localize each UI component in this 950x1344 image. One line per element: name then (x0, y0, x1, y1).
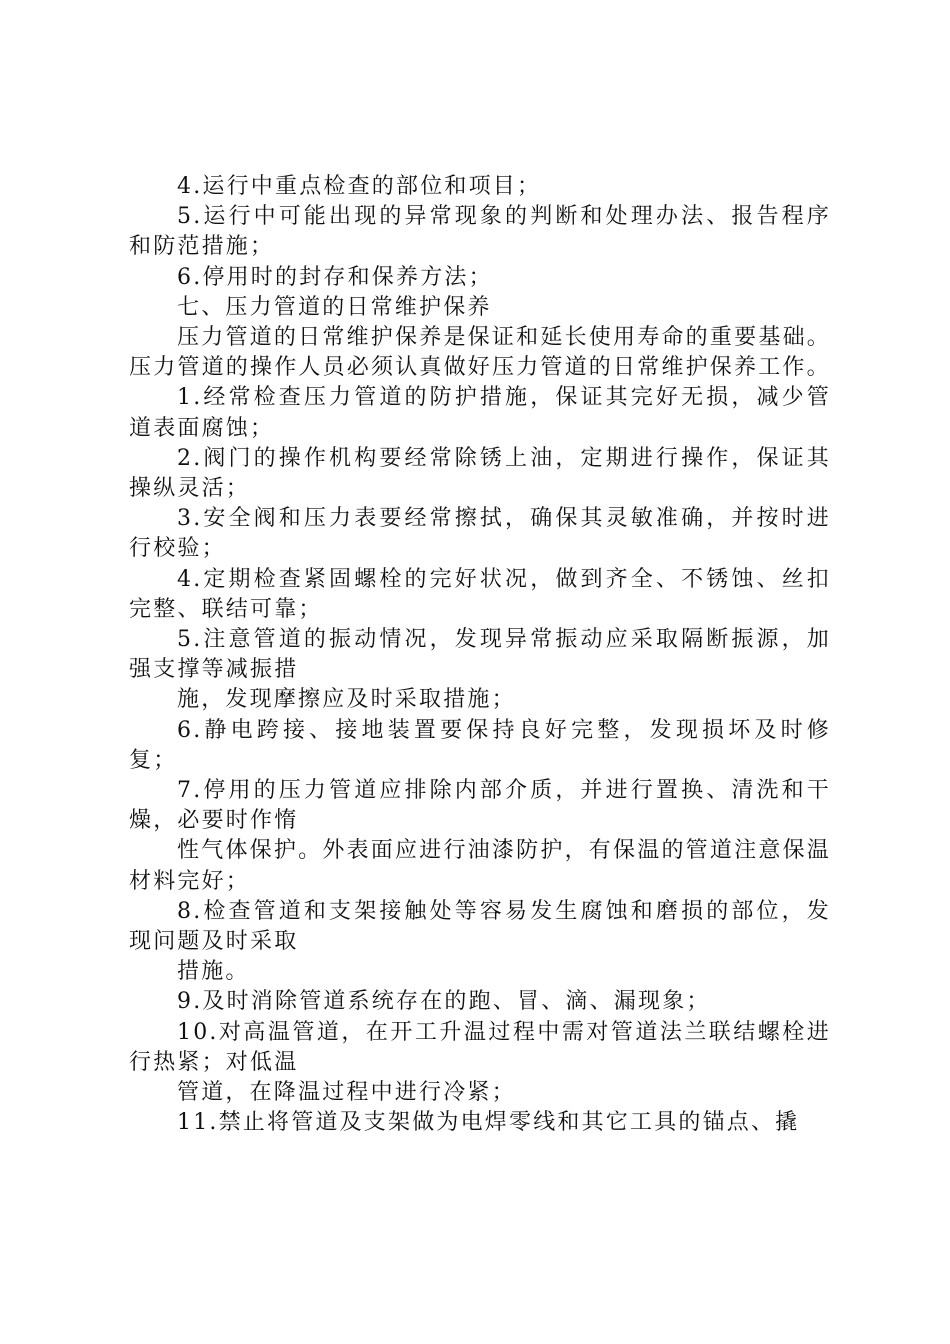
maintenance-item-9: 9.及时消除管道系统存在的跑、冒、滴、漏现象； (177, 989, 711, 1015)
section-heading: 七、压力管道的日常维护保养 (177, 294, 492, 320)
maintenance-item-10-continuation: 管道，在降温过程中进行冷紧； (177, 1080, 516, 1106)
paragraph-item-4: 4.运行中重点检查的部位和项目； (177, 174, 542, 199)
maintenance-item-5: 5.注意管道的振动情况，发现异常振动应采取隔断振源，加强支撑等减振措 (129, 627, 831, 683)
paragraph-item-5: 5.运行中可能出现的异常现象的判断和处理办法、报告程序和防范措施； (129, 204, 831, 260)
maintenance-item-8-continuation: 措施。 (177, 959, 250, 985)
maintenance-item-10: 10.对高温管道，在开工升温过程中需对管道法兰联结螺栓进行热紧；对低温 (129, 1019, 831, 1075)
document-body (129, 172, 831, 1139)
maintenance-item-7: 7.停用的压力管道应排除内部介质，并进行置换、清洗和干燥，必要时作惰 (129, 778, 831, 834)
maintenance-item-3: 3.安全阀和压力表要经常擦拭，确保其灵敏准确，并按时进行校验； (129, 506, 831, 562)
maintenance-item-2: 2.阀门的操作机构要经常除锈上油，定期进行操作，保证其操纵灵活； (129, 445, 831, 502)
section-intro-paragraph: 压力管道的日常维护保养是保证和延长使用寿命的重要基础。压力管道的操作人员必须认真做好压力管道的日常维护保养工作。 (129, 325, 831, 381)
maintenance-item-7-continuation: 性气体保护。外表面应进行油漆防护，有保温的管道注意保温材料完好； (129, 838, 831, 894)
maintenance-item-4: 4.定期检查紧固螺栓的完好状况，做到齐全、不锈蚀、丝扣完整、联结可靠； (129, 566, 831, 622)
maintenance-item-8: 8.检查管道和支架接触处等容易发生腐蚀和磨损的部位，发现问题及时采取 (129, 898, 831, 955)
maintenance-item-1: 1.经常检查压力管道的防护措施，保证其完好无损，减少管道表面腐蚀； (129, 385, 831, 441)
paragraph-item-6: 6.停用时的封存和保养方法； (177, 264, 493, 290)
maintenance-item-6: 6.静电跨接、接地装置要保持良好完整，发现损坏及时修复； (129, 717, 831, 773)
maintenance-item-5-continuation: 施，发现摩擦应及时采取措施； (177, 687, 516, 713)
maintenance-item-11: 11.禁止将管道及支架做为电焊零线和其它工具的锚点、撬 (177, 1110, 800, 1136)
